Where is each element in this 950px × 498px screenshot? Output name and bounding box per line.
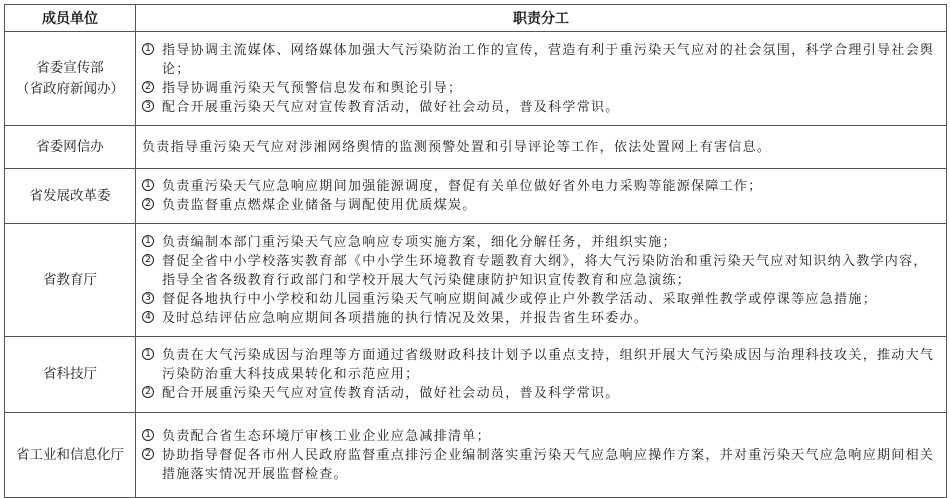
circled-number-icon: 1	[142, 179, 154, 191]
table-row	[5, 169, 947, 224]
table-row	[5, 224, 947, 337]
table-row	[5, 126, 947, 169]
duty-text: 负责监督重点燃煤企业储备与调配使用优质煤炭。	[162, 198, 477, 213]
duty-item	[142, 41, 938, 79]
duty-text: 负责重污染天气应急响应期间加强能源调度，督促有关单位做好省外电力采购等能源保障工作；	[162, 179, 763, 194]
duty-cell	[136, 413, 947, 498]
unit-cell	[5, 169, 136, 224]
circled-number-icon: 3	[142, 292, 154, 304]
duty-text: 配合开展重污染天气应对宣传教育活动，做好社会动员，普及科学常识。	[162, 386, 620, 401]
circled-number-icon: 4	[142, 311, 154, 323]
circled-number-icon: 1	[142, 429, 154, 441]
unit-name: 省委网信办	[36, 138, 104, 155]
duty-text: 指导协调主流媒体、网络媒体加强大气污染防治工作的宣传，营造有利于重污染天气应对的社会氛围，科学合理引导社会舆论；	[162, 42, 935, 77]
circled-number-icon: 1	[142, 348, 154, 360]
duty-text: 负责在大气污染成因与治理等方面通过省级财政科技计划予以重点支持，组织开展大气污染成因与治理科技攻关，推动大气污染防治重大科技成果转化和示范应用；	[162, 348, 935, 382]
unit-name: 省教育厅	[43, 271, 97, 288]
duty-text: 配合开展重污染天气应对宣传教育活动，做好社会动员，普及科学常识。	[162, 99, 620, 115]
circled-number-icon: 1	[142, 43, 154, 55]
duty-item	[142, 384, 938, 403]
duty-cell	[136, 169, 947, 224]
table-row	[5, 337, 947, 413]
duty-item	[142, 290, 938, 309]
unit-cell	[5, 413, 136, 498]
duty-item	[142, 177, 938, 196]
duty-table	[4, 4, 947, 498]
circled-number-icon: 3	[142, 100, 154, 112]
unit-name: 省委宣传部	[36, 59, 104, 76]
unit-cell	[5, 126, 136, 169]
duty-item	[142, 346, 938, 384]
circled-number-icon: 2	[142, 198, 154, 210]
table-row	[5, 413, 947, 498]
duty-cell	[136, 224, 947, 337]
unit-cell	[5, 32, 136, 126]
duty-text: 协助指导督促各市州人民政府监督重点排污企业编制落实重污染天气应急响应操作方案，并对重污染天气应急响应期间相关措施落实情况开展监督检查。	[162, 447, 935, 482]
circled-number-icon: 2	[142, 81, 154, 93]
duty-item	[142, 309, 938, 328]
duty-text: 及时总结评估应急响应期间各项措施的执行情况及效果，并报告省生环委办。	[162, 310, 649, 326]
table-row	[5, 32, 947, 126]
duty-item	[142, 233, 938, 252]
circled-number-icon: 2	[142, 448, 154, 460]
duty-cell	[136, 126, 947, 169]
duty-item	[142, 252, 938, 290]
duty-cell	[136, 337, 947, 413]
table-header-row	[5, 5, 947, 32]
circled-number-icon: 2	[142, 254, 154, 266]
duty-text: 督促各地执行中小学校和幼儿园重污染天气响应期间减少或停止户外教学活动、采取弹性教学或停课等应急措施；	[162, 291, 878, 307]
unit-name: 省发展改革委	[29, 187, 111, 204]
duty-item	[142, 98, 938, 117]
duty-text: 负责指导重污染天气应对涉湘网络舆情的监测预警处置和引导评论等工作，依法处置网上有害信息。	[142, 139, 772, 155]
duty-item	[142, 79, 938, 98]
duty-item	[142, 427, 938, 446]
duty-text: 指导协调重污染天气预警信息发布和舆论引导；	[162, 80, 463, 96]
duty-text: 负责配合省生态环境厅审核工业企业应急减排清单；	[162, 428, 491, 444]
header-unit: 成员单位	[5, 5, 136, 32]
unit-name: 省科技厅	[43, 366, 97, 382]
duty-text: 负责编制本部门重污染天气应急响应专项实施方案，细化分解任务，并组织实施；	[162, 234, 677, 250]
duty-text: 督促全省中小学校落实教育部《中小学生环境教育专题教育大纲》，将大气污染防治和重污染天气应对知识纳入教学内容，指导全省各级教育行政部门和学校开展大气污染健康防护知识宣传教育和应急演练；	[162, 253, 928, 288]
unit-name-sub: （省政府新闻办）	[16, 80, 124, 97]
duty-item	[142, 446, 938, 484]
unit-name: 省工业和信息化厅	[16, 446, 124, 463]
circled-number-icon: 2	[142, 386, 154, 398]
circled-number-icon: 1	[142, 235, 154, 247]
unit-cell	[5, 337, 136, 413]
header-duty: 职责分工	[136, 5, 947, 32]
duty-cell	[136, 32, 947, 126]
duty-item	[142, 196, 938, 215]
unit-cell	[5, 224, 136, 337]
